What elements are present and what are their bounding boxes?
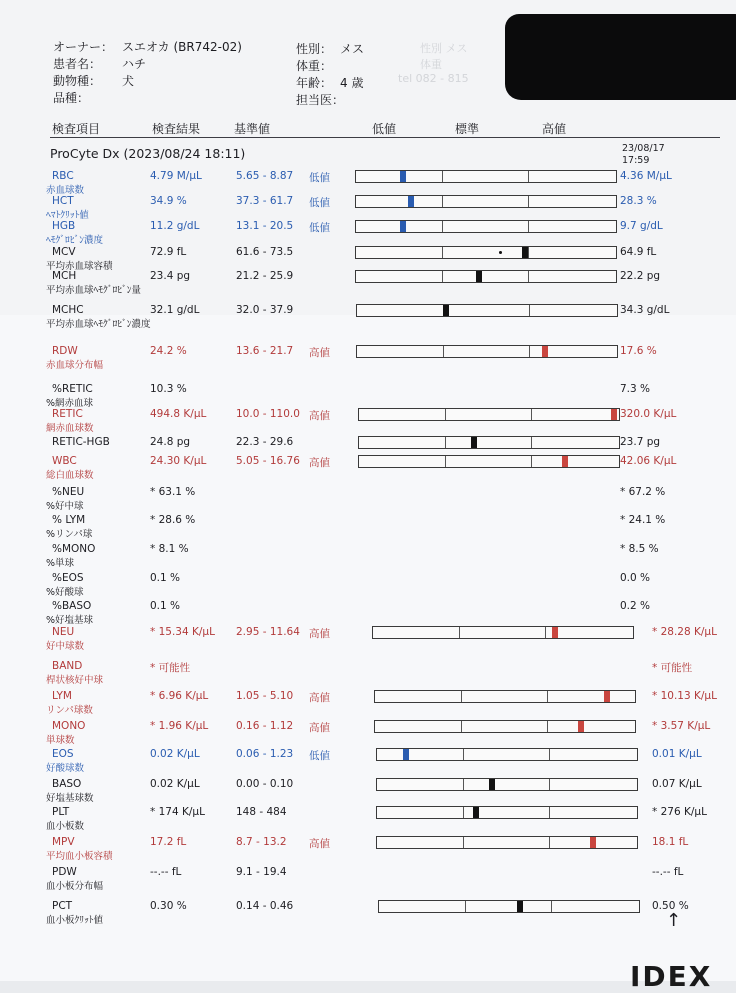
flag: 高値 <box>309 838 330 850</box>
flag: 高値 <box>309 347 330 359</box>
col-item: 検査項目 <box>52 122 101 136</box>
range-tick <box>463 807 464 818</box>
range-tick <box>547 721 548 732</box>
range-bar <box>376 748 638 761</box>
header-rule <box>50 137 720 138</box>
test-code: %RETIC <box>52 383 93 395</box>
result-marker <box>408 196 414 207</box>
range-bar <box>358 436 620 449</box>
reference-range: 0.00 - 0.10 <box>236 778 294 790</box>
col-low: 低値 <box>372 122 397 136</box>
test-result: 24.8 pg <box>150 436 191 448</box>
result-marker <box>517 901 523 912</box>
result-marker <box>400 221 406 232</box>
previous-result: 0.2 % <box>620 600 651 612</box>
range-tick <box>528 196 529 207</box>
reference-range: 10.0 - 110.0 <box>236 408 300 420</box>
test-name-jp: 網赤血球数 <box>46 423 94 434</box>
previous-result: 28.3 % <box>620 195 657 207</box>
test-result: 24.2 % <box>150 345 187 357</box>
range-tick <box>529 305 530 316</box>
col-normal: 標準 <box>455 122 480 136</box>
test-result: * 15.34 K/µL <box>150 626 215 638</box>
species-value: 犬 <box>122 74 135 88</box>
reference-range: 148 - 484 <box>236 806 287 818</box>
vet-label: 担当医： <box>296 93 345 107</box>
range-tick <box>442 271 443 282</box>
result-marker <box>542 346 548 357</box>
previous-result: 4.36 M/µL <box>620 170 672 182</box>
test-result: 0.1 % <box>150 572 181 584</box>
arrow-up-icon: ↑ <box>666 910 682 931</box>
test-code: PCT <box>52 900 73 912</box>
test-name-jp: ﾍﾓｸﾞﾛﾋﾞﾝ濃度 <box>46 235 104 246</box>
flag: 低値 <box>309 172 330 184</box>
previous-result: * 276 K/µL <box>652 806 707 818</box>
range-tick <box>549 807 550 818</box>
test-result: --.-- fL <box>150 866 182 878</box>
test-name-jp: 平均血小板容積 <box>46 851 113 862</box>
test-code: PLT <box>52 806 70 818</box>
reference-range: 21.2 - 25.9 <box>236 270 294 282</box>
sex-label: 性別： <box>296 42 333 56</box>
flag: 高値 <box>309 457 330 469</box>
range-tick <box>528 221 529 232</box>
range-tick <box>463 749 464 760</box>
range-tick <box>549 837 550 848</box>
range-bar <box>374 690 636 703</box>
range-bar <box>355 270 617 283</box>
test-code: WBC <box>52 455 77 467</box>
reference-range: 5.65 - 8.87 <box>236 170 294 182</box>
result-marker <box>471 437 477 448</box>
patient-label: 患者名： <box>53 57 102 71</box>
test-name-jp: 平均赤血球容積 <box>46 261 113 272</box>
result-marker <box>552 627 558 638</box>
test-result: 24.30 K/µL <box>150 455 207 467</box>
result-marker <box>473 807 479 818</box>
previous-result: 23.7 pg <box>620 436 661 448</box>
range-tick <box>551 901 552 912</box>
range-tick <box>442 247 443 258</box>
test-code: % LYM <box>52 514 86 526</box>
test-name-jp: %リンパ球 <box>46 529 93 540</box>
test-code: %EOS <box>52 572 84 584</box>
previous-time: 17:59 <box>622 155 650 166</box>
range-tick <box>528 247 529 258</box>
test-name-jp: 赤血球分布幅 <box>46 360 104 371</box>
reference-range: 9.1 - 19.4 <box>236 866 287 878</box>
test-code: MONO <box>52 720 86 732</box>
test-result: 17.2 fL <box>150 836 187 848</box>
test-name-jp: 好中球数 <box>46 641 85 652</box>
range-tick <box>529 346 530 357</box>
test-result: * 174 K/µL <box>150 806 205 818</box>
range-tick <box>549 779 550 790</box>
test-code: NEU <box>52 626 75 638</box>
test-result: * 6.96 K/µL <box>150 690 209 702</box>
range-bar <box>356 345 618 358</box>
range-tick <box>461 721 462 732</box>
range-bar <box>355 170 617 183</box>
test-code: HCT <box>52 195 74 207</box>
col-result: 検査結果 <box>152 122 201 136</box>
range-tick <box>442 221 443 232</box>
test-result: 0.1 % <box>150 600 181 612</box>
previous-result: 64.9 fL <box>620 246 657 258</box>
result-marker <box>443 305 449 316</box>
patient-value: ハチ <box>122 57 147 71</box>
previous-result: 17.6 % <box>620 345 657 357</box>
test-result: * 8.1 % <box>150 543 189 555</box>
test-code: LYM <box>52 690 72 702</box>
showthrough-text: 性別 メス <box>420 42 468 55</box>
test-result: 0.02 K/µL <box>150 748 200 760</box>
range-bar <box>356 304 618 317</box>
range-tick <box>528 171 529 182</box>
age-value: 4 歳 <box>340 76 364 90</box>
owner-label: オーナー： <box>53 40 114 54</box>
test-result: * 1.96 K/µL <box>150 720 209 732</box>
previous-result: * 8.5 % <box>620 543 659 555</box>
sex-value: メス <box>340 42 365 56</box>
flag: 低値 <box>309 222 330 234</box>
reference-range: 13.6 - 21.7 <box>236 345 294 357</box>
test-name-jp: %好塩基球 <box>46 615 94 626</box>
test-code: EOS <box>52 748 74 760</box>
previous-result: 0.01 K/µL <box>652 748 702 760</box>
range-tick <box>547 691 548 702</box>
test-result: 10.3 % <box>150 383 187 395</box>
range-bar <box>378 900 640 913</box>
test-name-jp: 好酸球数 <box>46 763 85 774</box>
flag: 高値 <box>309 628 330 640</box>
test-result: 0.30 % <box>150 900 187 912</box>
range-bar <box>355 246 617 259</box>
result-marker <box>489 779 495 790</box>
previous-result: * 67.2 % <box>620 486 666 498</box>
test-name-jp: 平均赤血球ﾍﾓｸﾞﾛﾋﾞﾝ量 <box>46 285 142 296</box>
range-bar <box>355 220 617 233</box>
previous-result: * 10.13 K/µL <box>652 690 717 702</box>
test-name-jp: %好酸球 <box>46 587 84 598</box>
showthrough-text: 体重 <box>420 58 442 71</box>
reference-range: 0.06 - 1.23 <box>236 748 294 760</box>
reference-range: 22.3 - 29.6 <box>236 436 294 448</box>
previous-result: 320.0 K/µL <box>620 408 677 420</box>
range-bar <box>376 836 638 849</box>
test-code: RDW <box>52 345 78 357</box>
reference-range: 8.7 - 13.2 <box>236 836 287 848</box>
result-marker <box>403 749 409 760</box>
test-code: %BASO <box>52 600 92 612</box>
range-tick <box>443 346 444 357</box>
owner-value: スエオカ (BR742-02) <box>122 40 242 54</box>
previous-result: 0.07 K/µL <box>652 778 702 790</box>
test-name-jp: 桿状核好中球 <box>46 675 104 686</box>
previous-result: * 28.28 K/µL <box>652 626 717 638</box>
test-result: 0.02 K/µL <box>150 778 200 790</box>
previous-result: * 3.57 K/µL <box>652 720 711 732</box>
test-result: * 28.6 % <box>150 514 196 526</box>
range-tick <box>549 749 550 760</box>
test-result: 11.2 g/dL <box>150 220 200 232</box>
test-code: BASO <box>52 778 82 790</box>
test-name-jp: %網赤血球 <box>46 398 94 409</box>
previous-result: --.-- fL <box>652 866 684 878</box>
idexx-logo: IDEX <box>630 960 713 993</box>
reference-range: 13.1 - 20.5 <box>236 220 294 232</box>
range-tick <box>445 456 446 467</box>
range-bar <box>376 778 638 791</box>
result-marker <box>578 721 584 732</box>
test-name-jp: 総白血球数 <box>46 470 94 481</box>
reference-range: 37.3 - 61.7 <box>236 195 294 207</box>
reference-range: 5.05 - 16.76 <box>236 455 300 467</box>
flag: 低値 <box>309 197 330 209</box>
previous-result: 9.7 g/dL <box>620 220 663 232</box>
result-marker <box>611 409 617 420</box>
showthrough-text: tel 082 - 815 <box>398 72 469 85</box>
range-tick <box>545 627 546 638</box>
previous-date: 23/08/17 <box>622 143 665 154</box>
redaction-block <box>505 14 736 100</box>
test-name-jp: 好塩基球数 <box>46 793 94 804</box>
test-code: PDW <box>52 866 77 878</box>
test-result: 32.1 g/dL <box>150 304 200 316</box>
range-bar <box>376 806 638 819</box>
reference-range: 2.95 - 11.64 <box>236 626 300 638</box>
species-label: 動物種： <box>53 74 102 88</box>
previous-result: * 24.1 % <box>620 514 666 526</box>
test-code: RETIC <box>52 408 83 420</box>
range-tick <box>531 437 532 448</box>
test-code: BAND <box>52 660 83 672</box>
previous-result: 7.3 % <box>620 383 651 395</box>
test-result: 4.79 M/µL <box>150 170 202 182</box>
result-marker <box>476 271 482 282</box>
flag: 高値 <box>309 692 330 704</box>
flag: 低値 <box>309 750 330 762</box>
reference-range: 32.0 - 37.9 <box>236 304 294 316</box>
range-tick <box>463 837 464 848</box>
range-bar <box>358 455 620 468</box>
test-result: 72.9 fL <box>150 246 187 258</box>
previous-result: 42.06 K/µL <box>620 455 677 467</box>
test-name-jp: 平均赤血球ﾍﾓｸﾞﾛﾋﾞﾝ濃度 <box>46 319 151 330</box>
test-code: RBC <box>52 170 74 182</box>
range-tick <box>531 409 532 420</box>
previous-marker <box>499 251 502 254</box>
range-tick <box>465 901 466 912</box>
reference-range: 61.6 - 73.5 <box>236 246 294 258</box>
test-name-jp: %好中球 <box>46 501 84 512</box>
test-result: 23.4 pg <box>150 270 191 282</box>
test-name-jp: 赤血球数 <box>46 185 85 196</box>
test-name-jp: %単球 <box>46 558 75 569</box>
previous-result: 0.0 % <box>620 572 651 584</box>
analyzer-run: ProCyte Dx (2023/08/24 18:11) <box>50 146 246 161</box>
test-code: MCHC <box>52 304 84 316</box>
range-tick <box>445 409 446 420</box>
weight-label: 体重： <box>296 59 333 73</box>
previous-result: 34.3 g/dL <box>620 304 670 316</box>
result-marker <box>604 691 610 702</box>
test-code: MPV <box>52 836 75 848</box>
range-bar <box>372 626 634 639</box>
range-bar <box>358 408 620 421</box>
flag: 高値 <box>309 722 330 734</box>
range-tick <box>442 196 443 207</box>
result-marker <box>400 171 406 182</box>
test-name-jp: リンパ球数 <box>46 705 93 716</box>
col-reference: 基準値 <box>234 122 271 136</box>
flag: 高値 <box>309 410 330 422</box>
test-name-jp: 血小板ｸﾘｯﾄ値 <box>46 915 104 926</box>
test-name-jp: 血小板数 <box>46 821 85 832</box>
test-result: 34.9 % <box>150 195 187 207</box>
test-result: * 63.1 % <box>150 486 196 498</box>
range-tick <box>531 456 532 467</box>
range-bar <box>355 195 617 208</box>
test-result: * 可能性 <box>150 662 191 674</box>
range-tick <box>442 171 443 182</box>
test-code: MCV <box>52 246 76 258</box>
range-tick <box>463 779 464 790</box>
reference-range: 1.05 - 5.10 <box>236 690 294 702</box>
result-marker <box>562 456 568 467</box>
test-name-jp: ﾍﾏﾄｸﾘｯﾄ値 <box>46 210 89 221</box>
breed-label: 品種： <box>53 91 90 105</box>
test-name-jp: 血小板分布幅 <box>46 881 104 892</box>
previous-result: 18.1 fL <box>652 836 689 848</box>
col-high: 高値 <box>542 122 567 136</box>
test-code: %MONO <box>52 543 96 555</box>
reference-range: 0.16 - 1.12 <box>236 720 294 732</box>
range-tick <box>461 691 462 702</box>
range-tick <box>528 271 529 282</box>
previous-result: 0.50 % <box>652 900 689 912</box>
test-code: %NEU <box>52 486 85 498</box>
result-marker <box>522 247 528 258</box>
range-tick <box>459 627 460 638</box>
test-code: HGB <box>52 220 76 232</box>
previous-result: 22.2 pg <box>620 270 661 282</box>
range-bar <box>374 720 636 733</box>
test-code: RETIC-HGB <box>52 436 110 448</box>
result-marker <box>590 837 596 848</box>
age-label: 年齢： <box>296 76 333 90</box>
test-code: MCH <box>52 270 77 282</box>
reference-range: 0.14 - 0.46 <box>236 900 294 912</box>
test-name-jp: 単球数 <box>46 735 75 746</box>
previous-result: * 可能性 <box>652 662 693 674</box>
range-tick <box>445 437 446 448</box>
test-result: 494.8 K/µL <box>150 408 207 420</box>
